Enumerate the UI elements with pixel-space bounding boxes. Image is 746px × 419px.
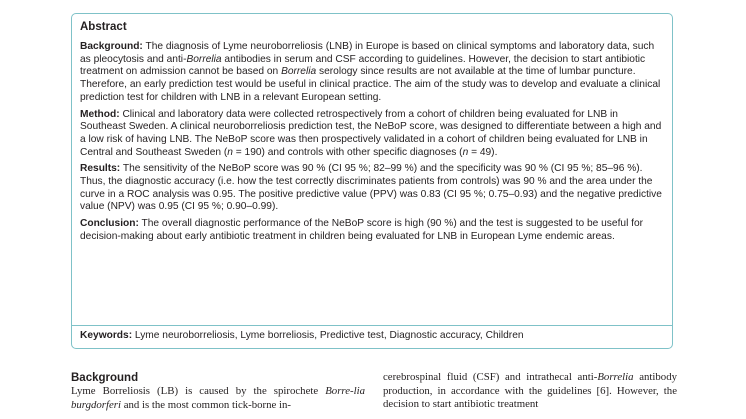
background-text-3: serology since results are not available at the time of lumbar puncture. Therefore, an early prediction test would be useful in clinical practice. The aim of the study was to develop and evaluate a clinical prediction test for children with LNB in a relevant European setting. bbox=[80, 66, 661, 103]
background-italic-1: Borrelia bbox=[186, 53, 222, 65]
method-text-2: = 190) and controls with other specific diagnoses ( bbox=[232, 146, 463, 158]
method-text-3: = 49). bbox=[468, 146, 498, 158]
keywords-text: Lyme neuroborreliosis, Lyme borreliosis, Predictive test, Diagnostic accuracy, Children bbox=[132, 330, 524, 342]
abstract-results bbox=[80, 163, 664, 214]
abstract-background bbox=[80, 41, 664, 105]
left-text-2: and is the most common tick-borne in- bbox=[121, 398, 292, 411]
abstract-keywords bbox=[80, 330, 524, 343]
background-label: Background: bbox=[80, 41, 143, 52]
abstract-conclusion bbox=[80, 218, 664, 243]
body-column-left bbox=[71, 371, 365, 412]
background-italic-2: Borrelia bbox=[281, 66, 317, 78]
keywords-label: Keywords: bbox=[80, 330, 133, 342]
conclusion-label: Conclusion: bbox=[80, 218, 139, 230]
body-paragraph-right bbox=[383, 371, 677, 412]
results-text: The sensitivity of the NeBoP score was 90 % (CI 95 %; 82–99 %) and the specificity was 90 % (CI 95 %; 85–96 %). Thus, the diagnostic accuracy (i.e. how the test correctly discriminates patients from controls) was 90 % and the area under the curve in a ROC analysis was 0.95. The positive predictive value (PPV) was 0.83 (CI 95 %; 0.75–0.93) and the negative predictive value (NPV) was 0.95 (CI 95 %; 0.90–0.99). bbox=[80, 163, 662, 213]
body-column-right bbox=[383, 371, 677, 412]
conclusion-text: The overall diagnostic performance of the NeBoP score is high (90 %) and the test is suggested to be useful for decision-making about early antibiotic treatment in children being evaluated for LNB in European Lyme endemic areas. bbox=[80, 218, 644, 242]
abstract-box bbox=[71, 13, 673, 349]
background-text-2: antibodies in serum and CSF according to guidelines. However, the decision to start antibiotic treatment on admission cannot be based on bbox=[80, 53, 646, 78]
method-n-2: n bbox=[462, 146, 469, 158]
method-text-1: Clinical and laboratory data were collected retrospectively from a cohort of children being evaluated for LNB in Southeast Sweden. A clinical neuroborreliosis prediction test, the NeBoP score, was designed to differentiate between a high and a low risk of having LNB. The NeBoP score was then prospectively validated in a cohort of children being evaluated for LNB in Central and Southeast Sweden ( bbox=[80, 108, 662, 158]
keywords-divider bbox=[72, 325, 672, 326]
left-italic-1: Borre-lia burgdorferi bbox=[71, 385, 365, 411]
results-label: Results: bbox=[80, 163, 121, 175]
right-text-2: antibody production, in accordance with the guidelines [6]. However, the decision to start antibiotic treatment bbox=[383, 371, 677, 410]
background-text-1: The diagnosis of Lyme neuroborreliosis (LNB) in Europe is based on clinical symptoms and laboratory data, such as pleocytosis and anti- bbox=[80, 41, 655, 65]
body-paragraph-left bbox=[71, 385, 365, 412]
section-heading-background: Background bbox=[71, 372, 139, 384]
left-text-1: Lyme Borreliosis (LB) is caused by the spirochete bbox=[71, 385, 326, 397]
right-text-1: cerebrospinal fluid (CSF) and intrathecal anti- bbox=[383, 371, 598, 383]
method-n-1: n bbox=[227, 146, 233, 158]
abstract-title: Abstract bbox=[80, 21, 127, 33]
abstract-method bbox=[80, 109, 664, 160]
method-label: Method: bbox=[80, 108, 120, 120]
right-italic-1: Borrelia bbox=[597, 371, 634, 383]
